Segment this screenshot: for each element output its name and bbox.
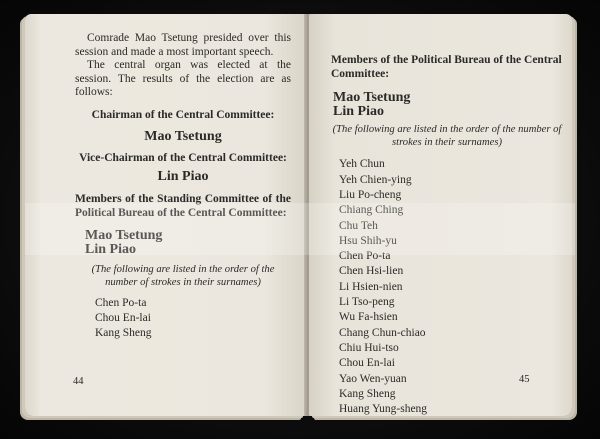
page-number-left: 44 xyxy=(73,376,84,387)
list-item: Yeh Chun xyxy=(339,158,385,171)
chairman-heading: Chairman of the Central Committee: xyxy=(91,108,275,121)
list-item: Chou En-lai xyxy=(95,311,151,324)
list-item: Li Tso-peng xyxy=(339,296,395,309)
list-item: Chiu Hui-tso xyxy=(339,341,399,354)
political-bureau-heading: Members of the Political Bureau of the Central Committee: xyxy=(331,54,562,80)
list-item: Li Hsien-nien xyxy=(339,280,403,293)
bureau-lead-name-2: Lin Piao xyxy=(333,104,384,120)
list-item: Liu Po-cheng xyxy=(339,188,402,201)
right-page-text xyxy=(331,54,563,417)
standing-committee-heading: Members of the Standing Committee of the Political Bureau of the Central Committee: xyxy=(75,193,291,219)
page-number-right: 45 xyxy=(519,374,530,385)
intro-paragraph-1: Comrade Mao Tsetung presided over this session and made a most important speech. xyxy=(75,32,291,58)
left-page xyxy=(25,14,306,416)
list-item: Chiang Ching xyxy=(339,204,404,217)
list-item: Hsu Shih-yu xyxy=(339,234,397,247)
vice-chairman-heading: Vice-Chairman of the Central Committee: xyxy=(79,151,287,164)
right-page xyxy=(309,14,572,416)
list-item: Wu Fa-hsien xyxy=(339,311,398,324)
list-item: Kang Sheng xyxy=(95,327,152,340)
bureau-lead-name-1: Mao Tsetung xyxy=(333,90,411,106)
list-item: Kang Sheng xyxy=(339,387,396,400)
list-item: Chang Chun-chiao xyxy=(339,326,426,339)
list-item: Yeh Chien-ying xyxy=(339,173,412,186)
list-item: Chou En-lai xyxy=(339,357,395,370)
open-book xyxy=(25,10,575,422)
vice-chairman-name: Lin Piao xyxy=(157,169,209,185)
list-item: Chen Hsi-lien xyxy=(339,265,404,278)
standing-lead-name-2: Lin Piao xyxy=(85,242,136,258)
chairman-name: Mao Tsetung xyxy=(144,128,222,144)
standing-order-note: (The following are listed in the order of the number of strokes in their surnames) xyxy=(91,264,275,288)
list-item: Chen Po-ta xyxy=(95,296,147,309)
bureau-order-note: (The following are listed in the order of the number of strokes in their surnames) xyxy=(332,124,562,148)
list-item: Chen Po-ta xyxy=(339,250,391,263)
list-item: Yao Wen-yuan xyxy=(339,372,407,385)
left-page-text xyxy=(75,32,291,341)
standing-lead-name-1: Mao Tsetung xyxy=(85,228,163,244)
list-item: Huang Yung-sheng xyxy=(339,403,428,416)
standing-member-list xyxy=(75,296,291,342)
list-item: Chu Teh xyxy=(339,219,378,232)
intro-paragraph-2: The central organ was elected at the session. The results of the election are as follows: xyxy=(75,59,291,99)
